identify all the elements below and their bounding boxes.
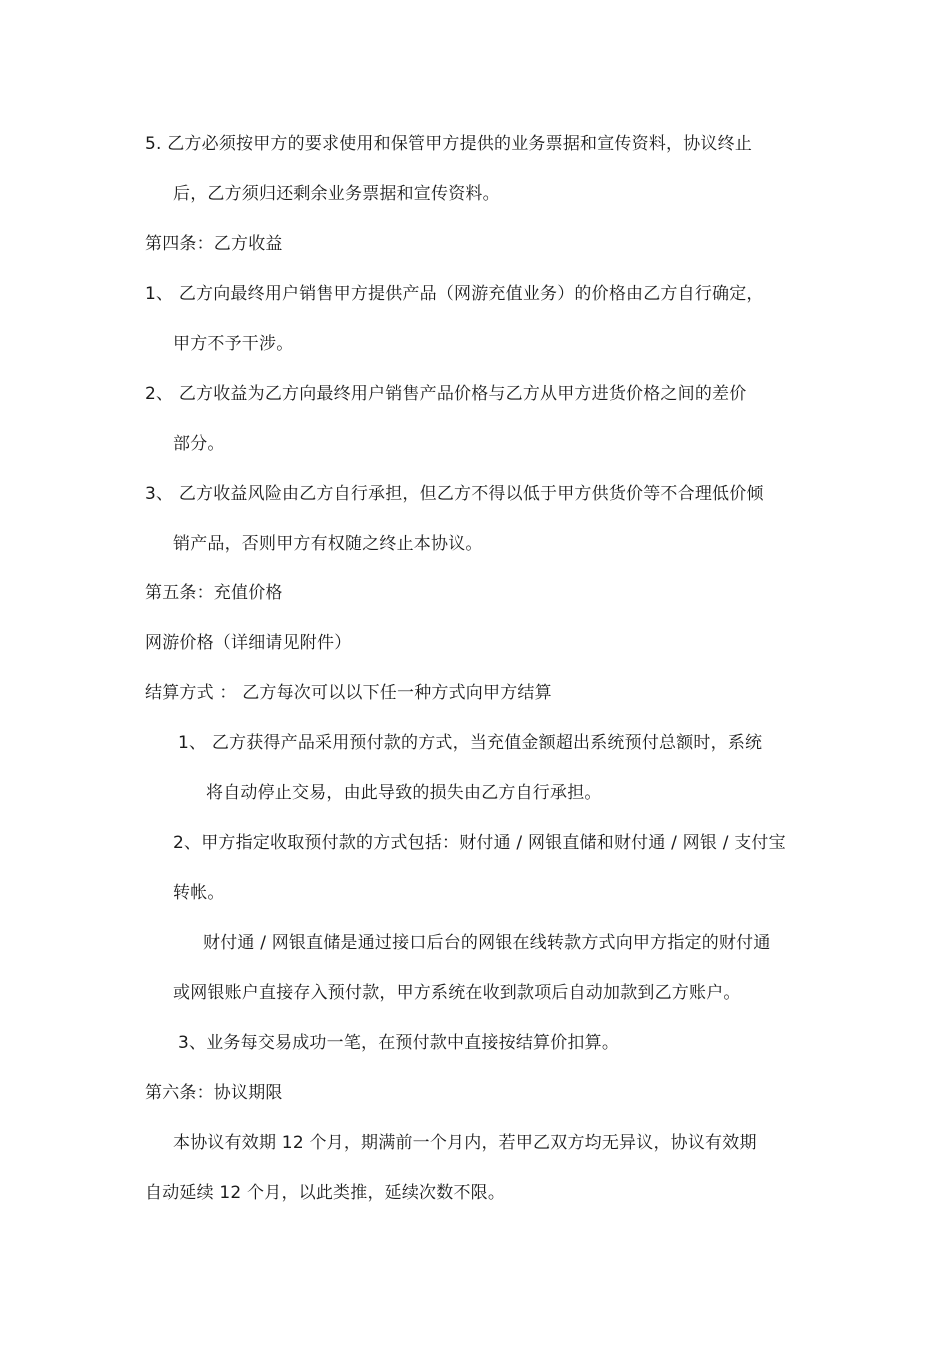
- clause-5-heading: 第五条：充值价格: [145, 583, 283, 603]
- price-note: 网游价格（详细请见附件）: [145, 633, 352, 653]
- clause-4-heading: 第四条：乙方收益: [145, 234, 283, 254]
- settlement-item-1-line-1: 1、 乙方获得产品采用预付款的方式，当充值金额超出系统预付总额时，系统: [178, 733, 763, 753]
- clause-4-item-3-line-2: 销产品，否则甲方有权随之终止本协议。: [173, 534, 483, 554]
- direct-deposit-note-line-2: 或网银账户直接存入预付款，甲方系统在收到款项后自动加款到乙方账户。: [173, 983, 741, 1003]
- settlement-item-1-line-2: 将自动停止交易，由此导致的损失由乙方自行承担。: [206, 783, 602, 803]
- clause-4-item-1-line-2: 甲方不予干涉。: [173, 334, 294, 354]
- settlement-method: 结算方式 ： 乙方每次可以以下任一种方式向甲方结算: [145, 683, 552, 703]
- direct-deposit-note-line-1: 财付通 / 网银直储是通过接口后台的网银在线转款方式向甲方指定的财付通: [203, 933, 771, 953]
- clause-4-item-2-line-1: 2、 乙方收益为乙方向最终用户销售产品价格与乙方从甲方进货价格之间的差价: [145, 384, 747, 404]
- clause-3-item-5-line-1: 5. 乙方必须按甲方的要求使用和保管甲方提供的业务票据和宣传资料，协议终止: [145, 134, 753, 154]
- clause-6-line-2: 自动延续 12 个月，以此类推，延续次数不限。: [145, 1183, 506, 1203]
- settlement-item-2-line-2: 转帐。: [173, 883, 225, 903]
- settlement-item-3: 3、业务每交易成功一笔，在预付款中直接按结算价扣算。: [178, 1033, 620, 1053]
- clause-4-item-3-line-1: 3、 乙方收益风险由乙方自行承担，但乙方不得以低于甲方供货价等不合理低价倾: [145, 484, 764, 504]
- clause-3-item-5-line-2: 后，乙方须归还剩余业务票据和宣传资料。: [173, 184, 500, 204]
- clause-6-heading: 第六条：协议期限: [145, 1083, 283, 1103]
- clause-4-item-1-line-1: 1、 乙方向最终用户销售甲方提供产品（网游充值业务）的价格由乙方自行确定，: [145, 284, 764, 304]
- clause-4-item-2-line-2: 部分。: [173, 434, 225, 454]
- clause-6-line-1: 本协议有效期 12 个月，期满前一个月内，若甲乙双方均无异议，协议有效期: [173, 1133, 757, 1153]
- settlement-item-2-line-1: 2、甲方指定收取预付款的方式包括：财付通 / 网银直储和财付通 / 网银 / 支付宝: [173, 833, 786, 853]
